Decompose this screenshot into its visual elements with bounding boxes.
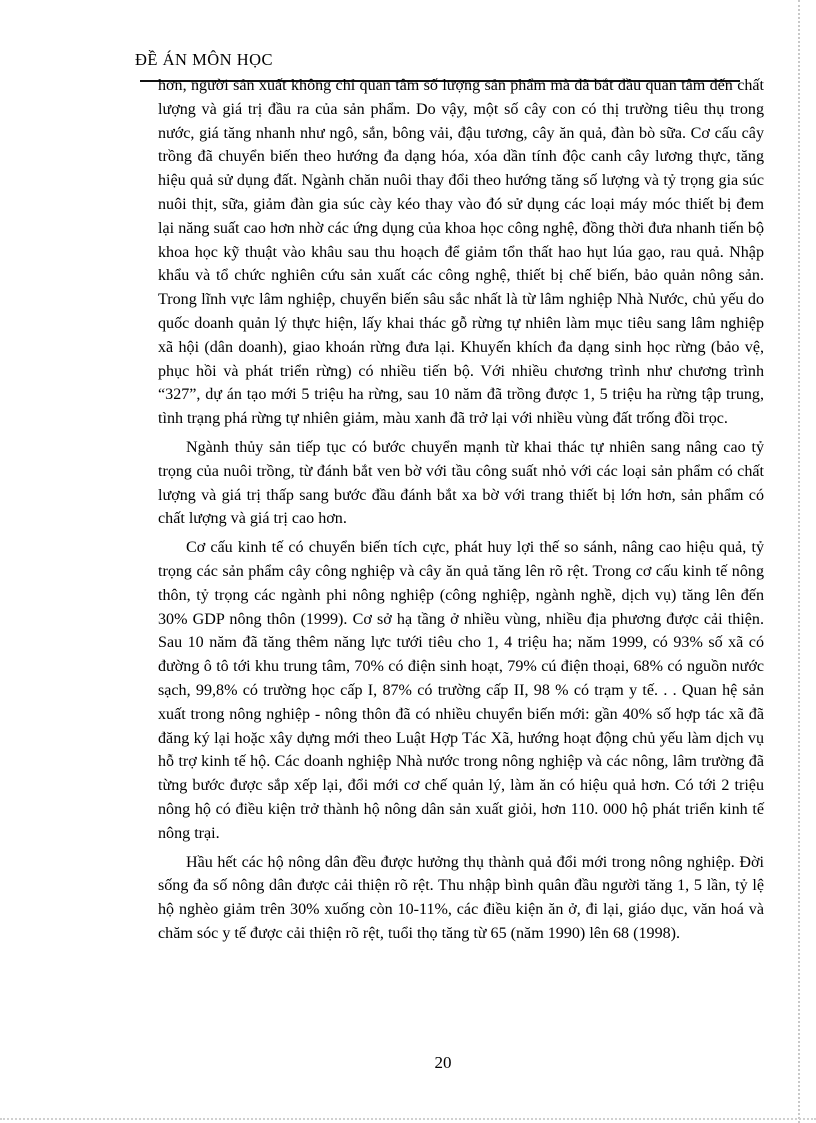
paragraph: Ngành thủy sản tiếp tục có bước chuyển mạnh từ khai thác tự nhiên sang nâng cao tỷ trọng của nuôi trồng, từ đánh bắt ven bờ với tầu công suất nhỏ với các loại sản phẩm có chất lượng và giá trị thấp sang bước đầu đánh bắt xa bờ với trang thiết bị lớn hơn, sản phẩm có chất lượng và giá trị cao hơn. <box>158 438 764 528</box>
page-number: 20 <box>434 1053 452 1072</box>
page-edge-bottom <box>0 1118 816 1120</box>
paragraph: Cơ cấu kinh tế có chuyển biến tích cực, phát huy lợi thế so sánh, nâng cao hiệu quả, tỷ trọng các sản phẩm cây công nghiệp và cây ăn quả tăng lên rõ rệt. Trong cơ cấu kinh tế nông thôn, tỷ trọng các ngành phi nông nghiệp (công nghiệp, ngành nghề, dịch vụ) tăng lên đến 30% GDP nông thôn (1999). Cơ sở hạ tầng ở nhiều vùng, nhiều địa phương được cải thiện. Sau 10 năm đã tăng thêm năng lực tưới tiêu cho 1, 4 triệu ha; năm 1999, có 93% số xã có đường ô tô tới khu trung tâm, 70% có điện sinh hoạt, 79% cú điện thoại, 68% có nguồn nước sạch, 99,8% có trường học cấp I, 87% có trường cấp II, 98 % có trạm y tế. . . Quan hệ sản xuất trong nông nghiệp - nông thôn đã có nhiều chuyển biến mới: gần 40% số hợp tác xã đã đăng ký lại hoặc xây dựng mới theo Luật Hợp Tác Xã, hướng hoạt động chủ yếu làm dịch vụ hỗ trợ kinh tế hộ. Các doanh nghiệp Nhà nước trong nông nghiệp và các nông, lâm trường đã từng bước được sắp xếp lại, đổi mới cơ chế quản lý, làm ăn có hiệu quả hơn. Có tới 2 triệu nông hộ có điều kiện trở thành hộ nông dân sản xuất giỏi, hơn 110. 000 hộ phát triển kinh tế nông trại. <box>158 539 764 842</box>
body-text <box>158 74 764 951</box>
running-header: ĐỀ ÁN MÔN HỌC <box>135 50 274 69</box>
page-edge-right <box>798 0 800 1123</box>
paragraph: hơn, người sản xuất không chỉ quan tâm số lượng sản phẩm mà đã bắt đầu quan tâm đến chất lượng và giá trị đầu ra của sản phẩm. Do vậy, một số cây con có thị trường tiêu thụ trong nước, giá tăng nhanh như ngô, sắn, bông vải, đậu tương, cây ăn quả, đàn bò sữa. Cơ cấu cây trồng đã chuyển biến theo hướng đa dạng hóa, xóa dần tính độc canh cây lương thực, tăng hiệu quả sử dụng đất. Ngành chăn nuôi thay đổi theo hướng tăng số lượng và tỷ trọng gia súc nuôi thịt, sữa, giảm đàn gia súc cày kéo thay vào đó sử dụng các loại máy móc thiết bị đem lại năng suất cao hơn nhờ các ứng dụng của khoa học công nghệ, đồng thời đưa nhanh tiến bộ khoa học kỹ thuật vào khâu sau thu hoạch để giảm tổn thất hao hụt lúa gạo, rau quả. Nhập khẩu và tổ chức nghiên cứu sản xuất các công nghệ, thiết bị chế biến, bảo quản nông sản. Trong lĩnh vực lâm nghiệp, chuyển biến sâu sắc nhất là từ lâm nghiệp Nhà Nước, chủ yếu do quốc doanh quản lý thực hiện, lấy khai thác gỗ rừng tự nhiên làm mục tiêu sang lâm nghiệp xã hội (dân doanh), giao khoán rừng đưa lại. Khuyến khích đa dạng sinh học rừng (bảo vệ, phục hồi và phát triển rừng) có nhiều tiến bộ. Với nhiều chương trình như chương trình “327”, dự án tạo mới 5 triệu ha rừng, sau 10 năm đã trồng được 1, 5 triệu ha rừng tập trung, tình trạng phá rừng tự nhiên giảm, màu xanh đã trở lại với nhiều vùng đất trống đồi trọc. <box>158 77 764 428</box>
paragraph: Hầu hết các hộ nông dân đều được hưởng thụ thành quả đổi mới trong nông nghiệp. Đời sống đa số nông dân được cải thiện rõ rệt. Thu nhập bình quân đầu người tăng 1, 5 lần, tỷ lệ hộ nghèo giảm trên 30% xuống còn 10-11%, các điều kiện ăn ở, đi lại, giáo dục, văn hoá và chăm sóc y tế được cải thiện rõ rệt, tuổi thọ tăng từ 65 (năm 1990) lên 68 (1998). <box>158 853 764 942</box>
